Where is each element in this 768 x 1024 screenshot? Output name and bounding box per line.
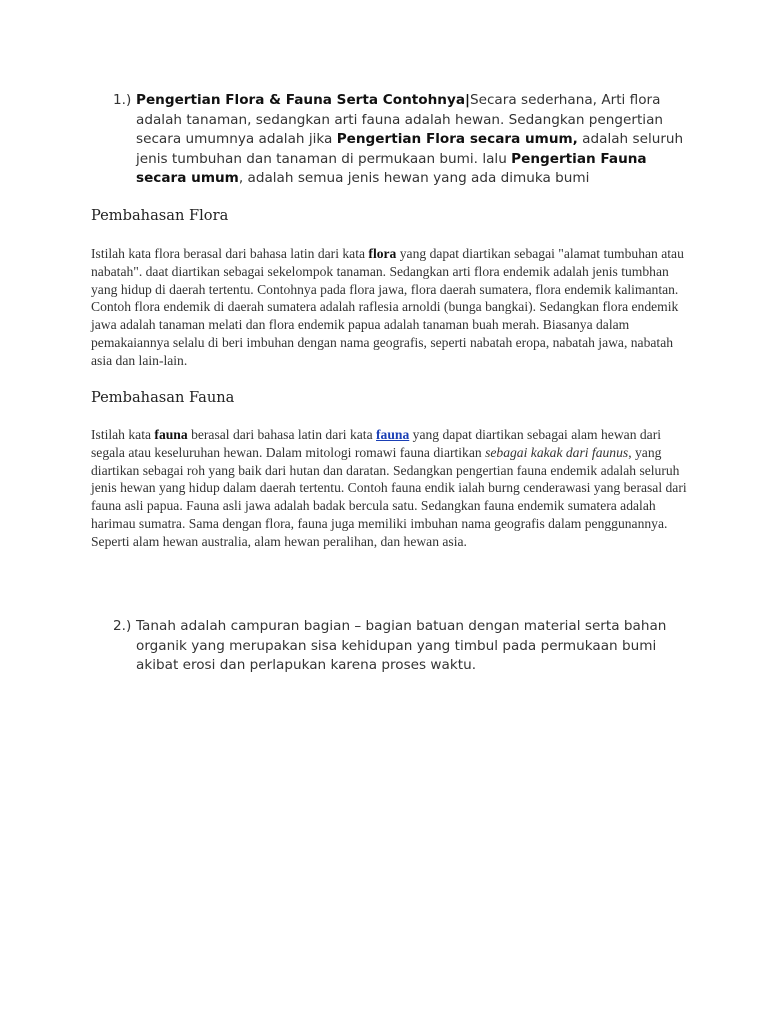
- list-item-1: [113, 91, 693, 189]
- paragraph-text: , yang diartikan sebagai roh yang baik dari hutan dan daratan. Sedangkan pengertian fauna endemik adalah seluruh jenis hewan yang hidup dalam daerah tertentu. Contoh fauna endik ialah burng cenderawasi yang berasal dari fauna asli papua. Fauna asli jawa adalah badak bercula satu. Sedangkan fauna endemik sumatera adalah harimau sumatra. Sama dengan flora, fauna juga memiliki imbuhan nama geografis dalam penggunannya. Seperti alam hewan australia, alam hewan peralihan, dan hewan asia.: [91, 444, 687, 549]
- paragraph-text: Istilah kata flora berasal dari bahasa latin dari kata: [91, 246, 369, 261]
- item-bold-text: Pengertian Fauna secara umum: [136, 150, 647, 186]
- list-item-text: Tanah adalah campuran bagian – bagian batuan dengan material serta bahan organik yang merupakan sisa kehidupan yang timbul pada permukaan bumi akibat erosi dan perlapukan karena proses waktu.: [136, 618, 667, 673]
- paragraph-text: Istilah kata: [91, 427, 155, 442]
- item-text: adalah seluruh jenis tumbuhan dan tanaman di permukaan bumi. lalu: [136, 131, 684, 167]
- list-item-text: [136, 91, 693, 189]
- list-item-2: [113, 617, 693, 676]
- section-heading-fauna: Pembahasan Fauna: [91, 389, 235, 406]
- fauna-link[interactable]: fauna: [376, 427, 410, 442]
- flora-paragraph: [91, 245, 691, 370]
- paragraph-text: yang dapat diartikan sebagai "alamat tumbuhan atau nabatah". daat diartikan sebagai sekelompok tanaman. Sedangkan arti flora endemik adalah jenis tumbhan yang hidup di daerah tertentu. Contohnya pada flora jawa, flora daerah sumatera, flora endemik kalimantan. Contoh flora endemik di daerah sumatera adalah raflesia arnoldi (bunga bangkai). Sedangkan flora endemik jawa adalah tanaman melati dan flora endemik papua adalah tanaman buah merah. Biasanya dalam pemakaiannya selalu di beri imbuhan dengan nama geografis, seperti nabatah eropa, nabatah jawa, nabatah asia dan lain-lain.: [91, 246, 684, 368]
- fauna-paragraph: [91, 426, 691, 551]
- bold-term: fauna: [154, 427, 188, 442]
- italic-text: sebagai kakak dari faunus: [485, 444, 629, 460]
- paragraph-text: yang dapat diartikan sebagai alam hewan dari segala atau keseluruhan hewan. Dalam mitologi romawi fauna diartikan: [91, 427, 662, 460]
- item-title: Pengertian Flora & Fauna Serta Contohnya|: [136, 92, 470, 108]
- paragraph-text: berasal dari bahasa latin dari kata: [187, 427, 377, 442]
- item-bold-text: Pengertian Flora secara umum,: [336, 131, 578, 147]
- bold-term: flora: [368, 246, 397, 261]
- list-number: 2.): [113, 618, 132, 634]
- item-text: , adalah semua jenis hewan yang ada dimuka bumi: [238, 170, 590, 186]
- item-text: Secara sederhana, Arti flora adalah tanaman, sedangkan arti fauna adalah hewan. Sedangkan pengertian secara umumnya adalah jika: [136, 92, 664, 147]
- list-number: 1.): [113, 92, 132, 108]
- section-heading-flora: Pembahasan Flora: [91, 207, 229, 224]
